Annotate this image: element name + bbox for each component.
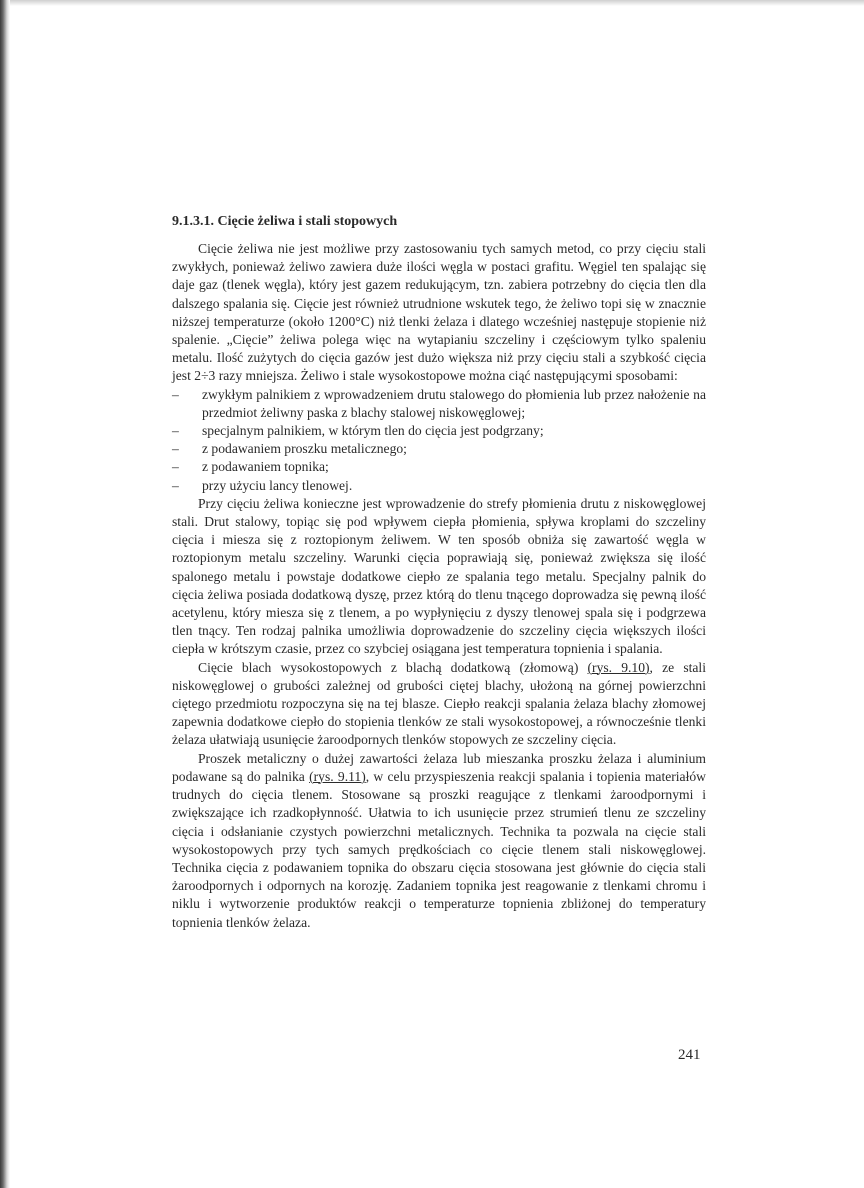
paragraph-4: Proszek metaliczny o dużej zawartości żelaza lub mieszanka proszku żelaza i aluminium podawane są do palnika (rys. 9.11), w celu przyspieszenia reakcji spalania i topienia materiałów trudnych do cięcia tlenem. Stosowane są proszki reagujące z tlenkami żaroodpornymi i zwiększające ich rzadkopłynność. Ułatwia to ich usunięcie przez strumień tlenu ze szczeliny cięcia i odsłanianie czystych powierzchni metalicznych. Technika ta pozwala na cięcie stali wysokostopowych przy tych samych prędkościach co cięcie tlenem stali niskowęglowej. Technika cięcia z podawaniem topnika do obszaru cięcia stosowana jest głównie do cięcia stali żaroodpornych i odpornych na korozję. Zadaniem topnika jest reagowanie z tlenkami chromu i niklu i wytworzenie produktów reakcji o temperaturze topnienia zbliżonej do temperatury topnienia tlenków żelaza. (172, 750, 706, 930)
scan-edge-shadow (0, 0, 10, 1188)
page-number: 241 (678, 1047, 701, 1063)
scan-top-shadow (10, 0, 864, 6)
paragraph-2: Przy cięciu żeliwa konieczne jest wprowadzenie do strefy płomienia drutu z niskowęglowej stali. Drut stalowy, topiąc się pod wpływem ciepła płomienia, spływa kroplami do szczeliny cięcia i miesza się z roztopionym żeliwem. W ten sposób obniża się zawartość węgla w roztopionym metalu szczeliny. Warunki cięcia poprawiają się, ponieważ zwiększa się ilość spalonego metalu i powstaje dodatkowe ciepło ze spalania tego metalu. Specjalny palnik do cięcia żeliwa posiada dodatkową dyszę, przez którą do tlenu tnącego doprowadza się pewną ilość acetylenu, który miesza się z tlenem, a po wypłynięciu z dyszy tlenowej spala się i podgrzewa tlen tnący. Ten rodzaj palnika umożliwia doprowadzenie do szczeliny cięcia większych ilości ciepła w krótszym czasie, przez co szybciej osiągana jest temperatura topnienia i spalania. (172, 495, 706, 657)
list-item: – przy użyciu lancy tlenowej. (172, 477, 706, 495)
figure-reference-9-10[interactable]: (rys. 9.10) (587, 659, 650, 675)
list-marker: – (172, 459, 179, 475)
list-item: – specjalnym palnikiem, w którym tlen do cięcia jest podgrzany; (172, 422, 706, 440)
list-marker: – (172, 386, 179, 402)
page-body (172, 213, 706, 932)
figure-reference-9-11[interactable]: (rys. 9.11) (309, 768, 366, 784)
paragraph-3: Cięcie blach wysokostopowych z blachą dodatkową (złomową) (rys. 9.10), ze stali niskowęglowej o grubości zależnej od grubości ciętej blachy, ułożoną na górnej powierzchni ciętego przedmiotu rozpoczyna się na tej blasze. Ciepło reakcji spalania żelaza blachy złomowej zapewnia dodatkowe ciepło do stopienia tlenków ze stali wysokostopowej, a równocześnie tlenki żelaza ułatwiają usunięcie żaroodpornych tlenków stopowych ze szczeliny cięcia. (172, 659, 706, 748)
list-item: – z podawaniem proszku metalicznego; (172, 440, 706, 458)
list-item: – zwykłym palnikiem z wprowadzeniem drutu stalowego do płomienia lub przez nałożenie na przedmiot żeliwny paska z blachy stalowej niskowęglowej; (172, 386, 706, 420)
paragraph-1: Cięcie żeliwa nie jest możliwe przy zastosowaniu tych samych metod, co przy cięciu stali zwykłych, ponieważ żeliwo zawiera duże ilości węgla w postaci grafitu. Węgiel ten spalając się daje gaz (tlenek węgla), który jest gazem redukującym, tzn. zabiera potrzebny do cięcia tlen dla dalszego spalania się. Cięcie jest również utrudnione wskutek tego, że żeliwo topi się w znacznie niższej temperaturze (około 1200°C) niż tlenki żelaza i dlatego wcześniej następuje stopienie niż spalenie. „Cięcie” żeliwa polega więc na wytapianiu szczeliny i częściowym tylko spaleniu metalu. Ilość zużytych do cięcia gazów jest dużo większa niż przy cięciu stali a szybkość cięcia jest 2÷3 razy mniejsza. Żeliwo i stale wysokostopowe można ciąć następującymi sposobami: (172, 241, 706, 384)
section-heading: 9.1.3.1. Cięcie żeliwa i stali stopowych (172, 214, 398, 229)
list-marker: – (172, 477, 179, 493)
list-marker: – (172, 423, 179, 439)
methods-list (172, 386, 706, 495)
list-marker: – (172, 441, 179, 457)
list-item: – z podawaniem topnika; (172, 458, 706, 476)
